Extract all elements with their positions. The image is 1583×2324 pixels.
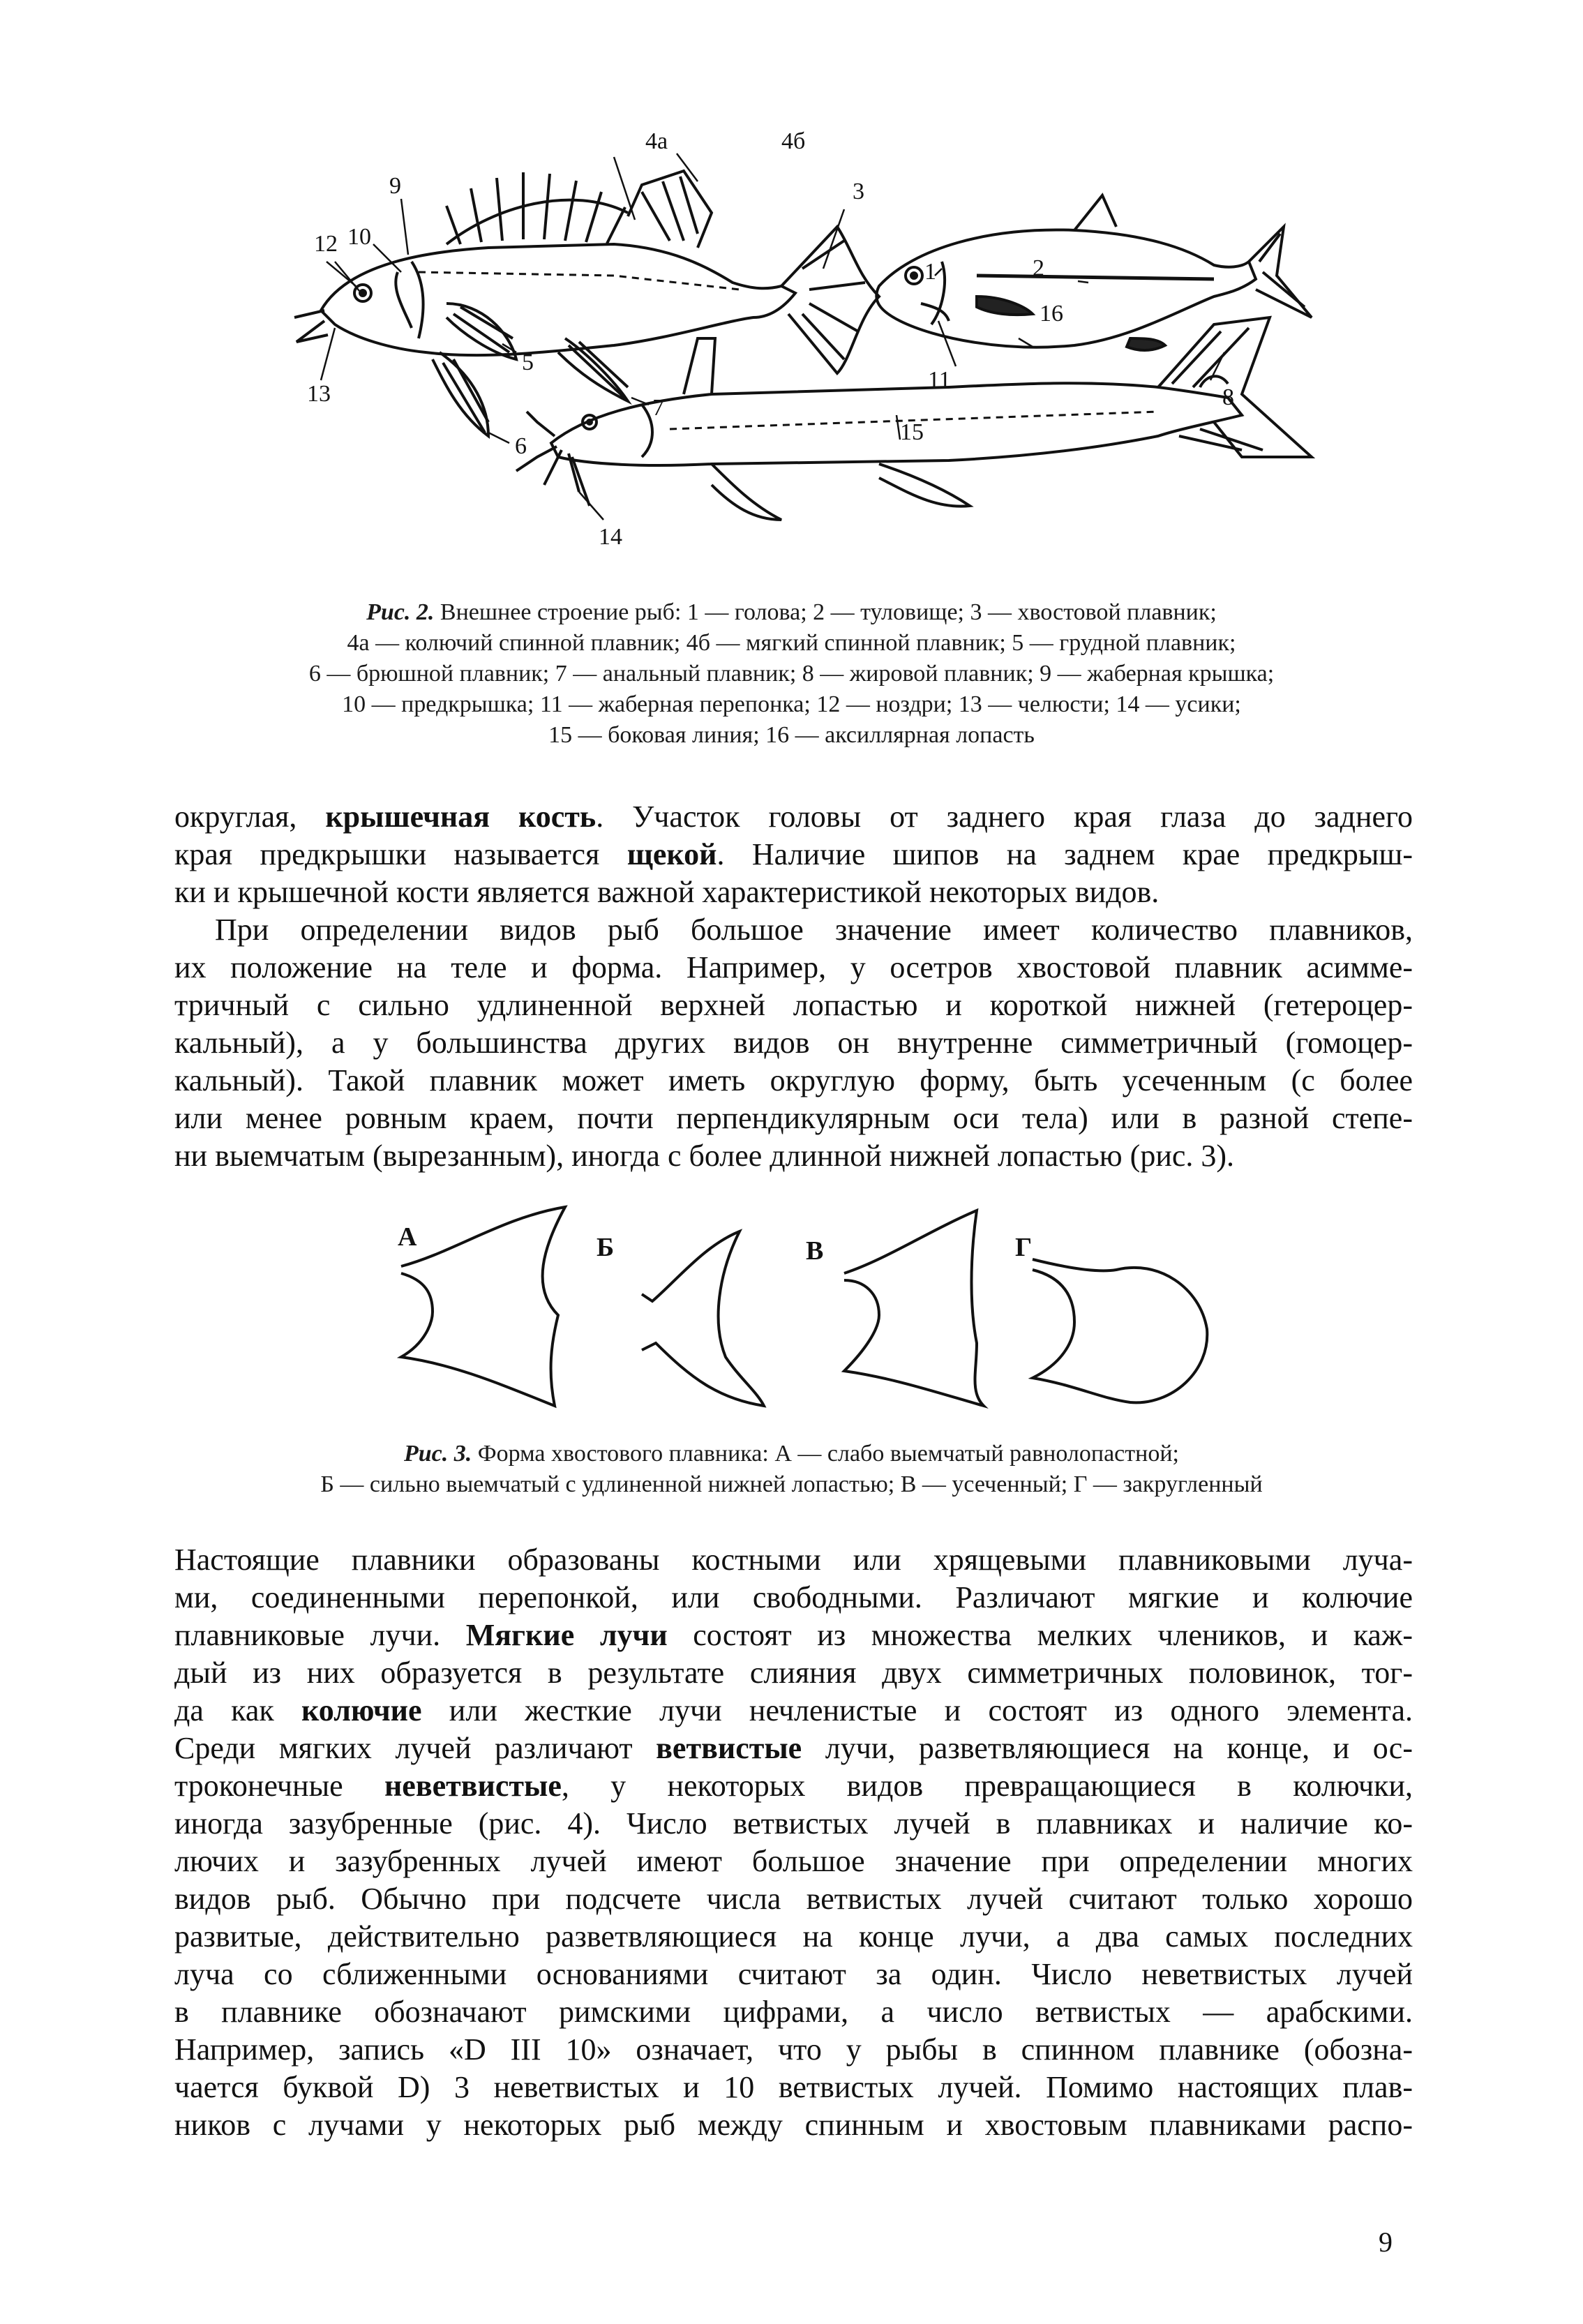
label-11: 11 (928, 367, 951, 393)
label-b: Б (597, 1233, 615, 1262)
p3-line: Настоящие плавники образованы костными или хрящевыми плавниковыми луча- (174, 1543, 1413, 1577)
p3-line: лючих и зазубренных лучей имеют большое значение при определении многих (174, 1844, 1413, 1878)
label-9: 9 (389, 173, 401, 199)
tail-shape-g (1033, 1259, 1207, 1402)
p3-text: Среди мягких лучей различают (174, 1731, 657, 1765)
p3-line: чается буквой D) 3 неветвистых и 10 ветвистых лучей. Помимо настоящих плав- (174, 2070, 1413, 2104)
figure-3-caption-line1: Форма хвостового плавника: А — слабо выемчатый равнолопастной; (472, 1441, 1179, 1467)
paragraph-1 (174, 798, 1413, 911)
label-4b: 4б (781, 129, 806, 154)
tail-shape-v (844, 1210, 984, 1406)
figure-3-tail-shapes (377, 1204, 1256, 1413)
label-g: Г (1015, 1233, 1033, 1262)
p2-line: тричный с сильно удлиненной верхней лопастью и короткой нижней (гетероцер- (174, 988, 1413, 1022)
label-5: 5 (522, 350, 534, 375)
figure-2-caption-line2: 4а — колючий спинной плавник; 4б — мягкий спинной плавник; 5 — грудной плавник; (347, 630, 1236, 656)
figure-2-caption-line4: 10 — предкрышка; 11 — жаберная перепонка; 12 — ноздри; 13 — челюсти; 14 — усики; (342, 691, 1241, 717)
p3-line: ми, соединенными перепонкой, или свободными. Различают мягкие и колючие (174, 1580, 1413, 1614)
p2-line: их положение на теле и форма. Например, у осетров хвостовой плавник асимме- (174, 950, 1413, 984)
figure-2-fish-diagram (251, 129, 1395, 590)
p3-text: , у некоторых видов превращающиеся в колючки, (561, 1769, 1413, 1803)
p3-line: луча со сближенными основаниями считают за один. Число неветвистых лучей (174, 1957, 1413, 1991)
term-soft-rays: Мягкие лучи (465, 1618, 668, 1652)
label-14: 14 (599, 524, 622, 550)
paragraph-3 (174, 1541, 1413, 2144)
p3-line: дый из них образуется в результате слияния двух симметричных половинок, тог- (174, 1656, 1413, 1690)
term-cheek: щекой (627, 837, 717, 871)
term-unbranched: неветвистые (384, 1769, 562, 1803)
tail-shape-b (642, 1231, 764, 1406)
label-pointer-lines (321, 153, 1224, 520)
label-8: 8 (1222, 384, 1234, 410)
figure-2-caption (105, 597, 1478, 751)
figure-2-caption-line5: 15 — боковая линия; 16 — аксиллярная лопасть (548, 722, 1035, 748)
p3-line: видов рыб. Обычно при подсчете числа ветвистых лучей считают только хорошо (174, 1882, 1413, 1916)
p3-line: Например, запись «D III 10» означает, что у рыбы в спинном плавнике (обозна- (174, 2032, 1413, 2067)
p1-text: ки и крышечной кости является важной характеристикой некоторых видов. (174, 875, 1160, 909)
p2-line: кальный). Такой плавник может иметь округлую форму, быть усеченным (с более (174, 1063, 1413, 1097)
label-3: 3 (853, 179, 864, 204)
label-2: 2 (1033, 255, 1044, 281)
term-branched: ветвистые (656, 1731, 802, 1765)
figure-2-caption-line3: 6 — брюшной плавник; 7 — анальный плавник; 8 — жировой плавник; 9 — жаберная крышка; (308, 661, 1275, 687)
p3-text: состоят из множества мелких члеников, и каж- (667, 1618, 1413, 1652)
label-10: 10 (347, 224, 371, 250)
label-6: 6 (515, 433, 527, 459)
label-7: 7 (652, 395, 664, 421)
paragraph-2 (174, 911, 1413, 1175)
catfish-drawing (516, 317, 1312, 520)
figure-3-caption (105, 1439, 1478, 1500)
p1-text: . Участок головы от заднего края глаза до заднего (596, 800, 1413, 834)
tail-shape-a (401, 1207, 565, 1406)
label-a: А (398, 1222, 417, 1252)
p2-line: При определении видов рыб большое значение имеет количество плавников, (215, 913, 1413, 947)
label-v: В (806, 1236, 824, 1266)
p1-text: края предкрышки называется (174, 837, 627, 871)
bream-drawing (876, 195, 1312, 350)
label-16: 16 (1040, 301, 1063, 327)
p3-text: или жесткие лучи нечленистые и состоят из одного элемента. (421, 1693, 1413, 1727)
label-1: 1 (924, 259, 936, 285)
p3-text: лучи, разветвляющиеся на конце, и ос- (802, 1731, 1413, 1765)
figure-3-caption-lead: Рис. 3. (404, 1441, 472, 1467)
p3-text: плавниковые лучи. (174, 1618, 466, 1652)
label-15: 15 (900, 419, 924, 445)
p2-line: ни выемчатым (вырезанным), иногда с более длинной нижней лопастью (рис. 3). (174, 1139, 1235, 1173)
figure-3-caption-line2: Б — сильно выемчатый с удлиненной нижней лопастью; В — усеченный; Г — закругленный (320, 1471, 1263, 1497)
p3-text: да как (174, 1693, 302, 1727)
p3-line: ников с лучами у некоторых рыб между спинным и хвостовым плавниками распо- (174, 2108, 1413, 2142)
p3-line: иногда зазубренные (рис. 4). Число ветвистых лучей в плавниках и наличие ко- (174, 1806, 1413, 1841)
term-spiny: колючие (301, 1693, 422, 1727)
figure-2-caption-lead: Рис. 2. (366, 599, 435, 625)
p1-text: . Наличие шипов на заднем крае предкрыш- (717, 837, 1413, 871)
label-12: 12 (314, 231, 338, 257)
page-number: 9 (1379, 2226, 1393, 2258)
label-4a: 4а (645, 129, 668, 154)
figure-2-caption-line1: Внешнее строение рыб: 1 — голова; 2 — туловище; 3 — хвостовой плавник; (434, 599, 1217, 625)
term-opercular-bone: крышечная кость (325, 800, 597, 834)
p3-line: развитые, действительно разветвляющиеся на конце лучи, а два самых последних (174, 1919, 1413, 1954)
p2-line: или менее ровным краем, почти перпендикулярным оси тела) или в разной степе- (174, 1101, 1413, 1135)
label-13: 13 (307, 381, 331, 407)
p3-text: троконечные (174, 1769, 384, 1803)
p1-text: округлая, (174, 800, 326, 834)
p3-line: в плавнике обозначают римскими цифрами, а число ветвистых — арабскими. (174, 1995, 1413, 2029)
perch-drawing (294, 171, 879, 436)
p2-line: кальный), а у большинства других видов он внутренне симметричный (гомоцер- (174, 1026, 1413, 1060)
